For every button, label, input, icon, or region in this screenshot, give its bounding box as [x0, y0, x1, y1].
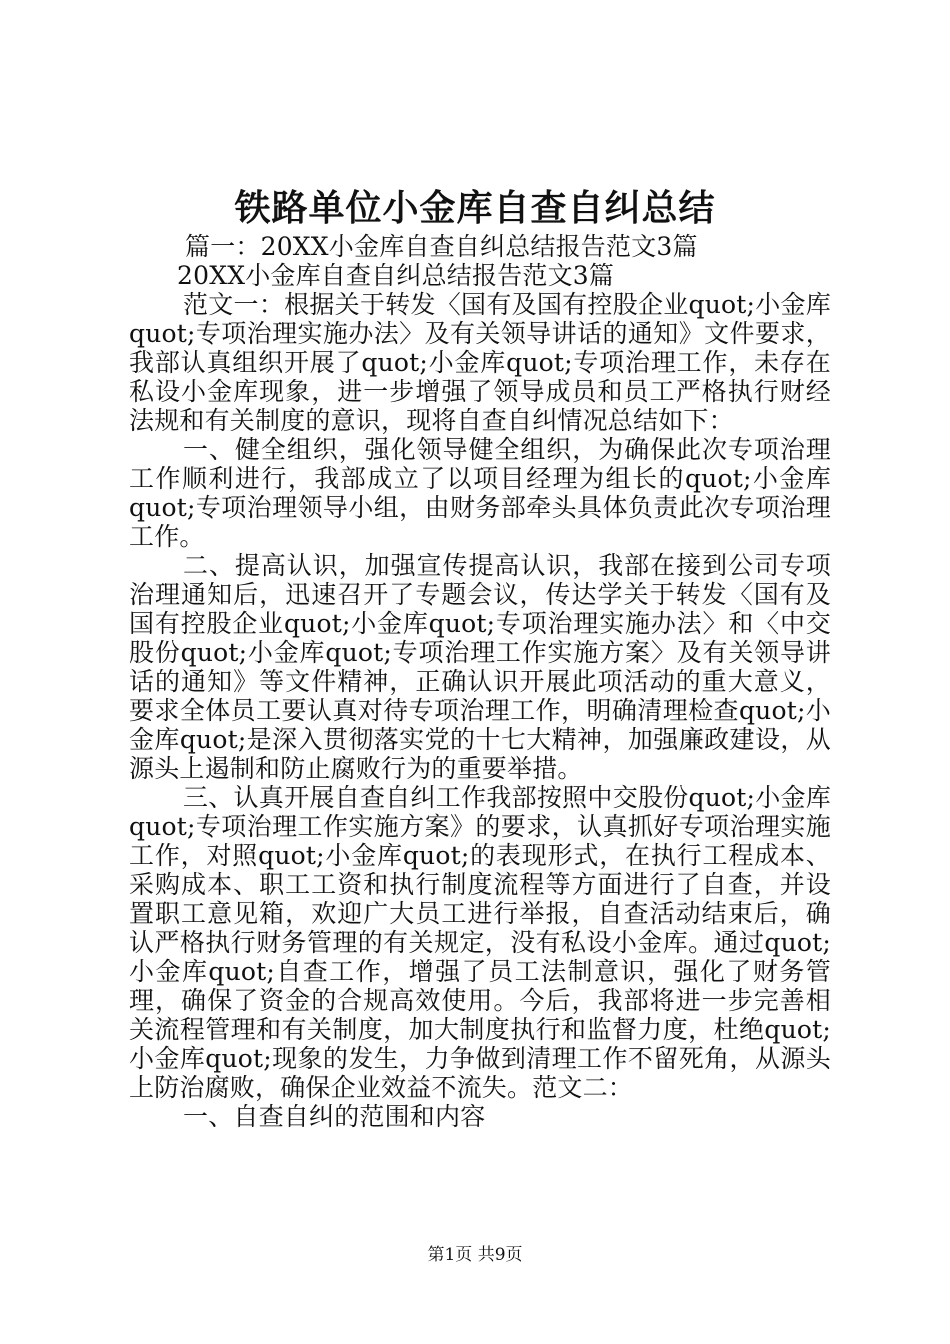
body-paragraph: 范文一：根据关于转发〈国有及国有控股企业quot;小金库quot;专项治理实施办法〉及有关领导讲话的通知》文件要求，我部认真组织开展了quot;小金库quot;专项治理工作，未存在私设小金库现象，进一步增强了领导成员和员工严格执行财经法规和有关制度的意识，现将自查自纠情况总结如下： [129, 290, 831, 435]
document-title: 铁路单位小金库自查自纠总结 [234, 187, 716, 229]
page-number-footer: 第1页 共9页 [427, 1245, 523, 1265]
body-paragraph: 三、认真开展自查自纠工作我部按照中交股份quot;小金库quot;专项治理工作实施方案》的要求，认真抓好专项治理实施工作，对照quot;小金库quot;的表现形式，在执行工程成本、采购成本、职工工资和执行制度流程等方面进行了自查，并设置职工意见箱，欢迎广大员工进行举报，自查活动结束后，确认严格执行财务管理的有关规定，没有私设小金库。通过quot;小金库quot;自查工作，增强了员工法制意识，强化了财务管理，确保了资金的合规高效使用。今后，我部将进一步完善相关流程管理和有关制度，加大制度执行和监督力度，杜绝quot;小金库quot;现象的发生，力争做到清理工作不留死角，从源头上防治腐败，确保企业效益不流失。范文二： [129, 783, 831, 1102]
subtitle-line-1: 篇一：20XX小金库自查自纠总结报告范文3篇 [185, 232, 698, 261]
subtitle-line-2: 20XX小金库自查自纠总结报告范文3篇 [177, 261, 615, 290]
body-paragraph: 二、提高认识，加强宣传提高认识，我部在接到公司专项治理通知后，迅速召开了专题会议，传达学关于转发〈国有及国有控股企业quot;小金库quot;专项治理实施办法〉和〈中交股份quot;小金库quot;专项治理工作实施方案〉及有关领导讲话的通知》等文件精神，正确认识开展此项活动的重大意义，要求全体员工要认真对待专项治理工作，明确清理检查quot;小金库quot;是深入贯彻落实党的十七大精神，加强廉政建设，从源头上遏制和防止腐败行为的重要举措。 [129, 551, 831, 783]
document-body [129, 232, 831, 1131]
body-paragraph: 一、健全组织，强化领导健全组织，为确保此次专项治理工作顺利进行，我部成立了以项目经理为组长的quot;小金库quot;专项治理领导小组，由财务部牵头具体负责此次专项治理工作。 [129, 435, 831, 551]
section-heading: 一、自查自纠的范围和内容 [183, 1102, 486, 1131]
